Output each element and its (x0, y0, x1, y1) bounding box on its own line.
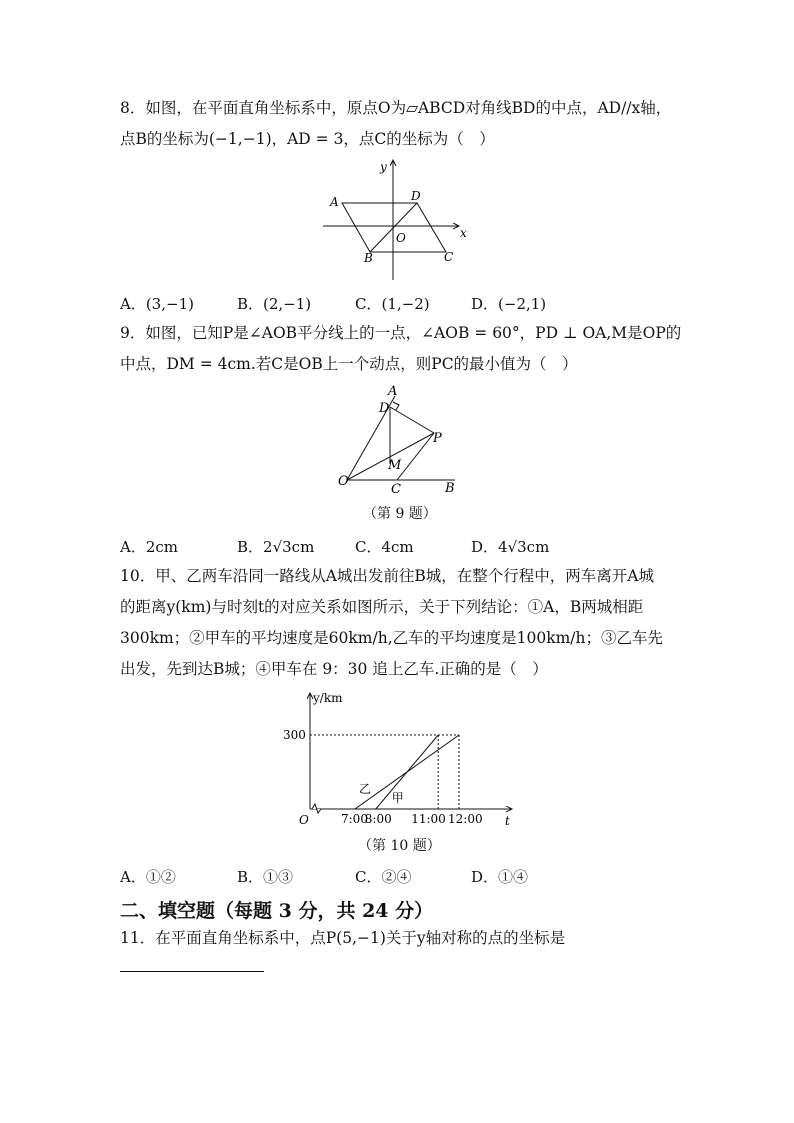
q8-option-a[interactable]: A．(3,−1) (120, 295, 194, 313)
q10-series-label-0: 乙 (359, 782, 372, 796)
q9-text-line2: 中点，DM = 4cm.若C是OB上一个动点，则PC的最小值为（ ） (120, 355, 578, 373)
q9-label-c: C (391, 482, 401, 497)
q8-label-b: B (364, 251, 373, 265)
q9-text-line1: 9．如图，已知P是∠AOB平分线上的一点，∠AOB = 60°，PD ⊥ OA,M是OP的 (120, 324, 682, 342)
q8-text-line1: 8．如图，在平面直角坐标系中，原点O为▱ABCD对角线BD的中点，AD//x轴， (120, 99, 672, 117)
q10-series-line-1 (376, 735, 438, 809)
q8-figure (318, 155, 478, 283)
q10-xtick-label-0: 7:00 (341, 812, 368, 826)
q8-label-d: D (411, 189, 421, 203)
q11-text-line1: 11．在平面直角坐标系中，点P(5,−1)关于y轴对称的点的坐标是 (120, 929, 566, 947)
q9-caption: （第 9 题） (363, 506, 437, 522)
q10-ylabel: y/km (313, 691, 343, 705)
q8-option-c[interactable]: C．(1,−2) (355, 295, 430, 313)
q8-text-line2: 点B的坐标为(−1,−1)，AD = 3，点C的坐标为（ ） (120, 130, 495, 148)
q8-label-a: A (330, 195, 339, 209)
q8-label-o: O (396, 231, 406, 245)
q10-xlabel: t (505, 814, 510, 828)
q10-text-line2: 的距离y(km)与时刻t的对应关系如图所示，关于下列结论：①A，B两城相距 (120, 598, 644, 616)
q8-label-y: y (380, 160, 387, 174)
q9-option-a[interactable]: A．2cm (120, 538, 179, 556)
q9-label-p: P (433, 431, 442, 446)
q9-option-b[interactable]: B．2√3cm (237, 538, 315, 556)
q9-label-d: D (379, 401, 390, 416)
q10-caption: （第 10 题） (358, 838, 441, 854)
q9-label-a: A (388, 384, 398, 399)
q10-xtick-label-1: 8:00 (364, 812, 392, 826)
q10-text-line1: 10．甲、乙两车沿同一路线从A城出发前往B城，在整个行程中，两车离开A城 (120, 567, 655, 585)
q8-label-c: C (444, 250, 454, 264)
q10-origin-label: O (299, 813, 309, 827)
q9-label-m: M (388, 458, 402, 473)
q10-text-line4: 出发，先到达B城；④甲车在 9：30 追上乙车.正确的是（ ） (120, 660, 548, 678)
q10-text-line3: 300km；②甲车的平均速度是60km/h,乙车的平均速度是100km/h；③乙车先 (120, 629, 664, 647)
q10-option-a[interactable]: A．①② (120, 868, 176, 886)
q10-xtick-label-3: 12:00 (448, 812, 483, 826)
q10-series-label-1: 甲 (391, 791, 404, 805)
q10-option-b[interactable]: B．①③ (237, 868, 294, 886)
q9-label-b: B (445, 481, 455, 496)
q11-answer-blank[interactable] (120, 971, 264, 972)
q10-xtick-label-2: 11:00 (411, 812, 446, 826)
q8-option-b[interactable]: B．(2,−1) (237, 295, 312, 313)
q10-chart (280, 688, 520, 830)
q9-figure (333, 382, 463, 497)
q9-option-d[interactable]: D．4√3cm (471, 538, 550, 556)
q9-option-c[interactable]: C．4cm (355, 538, 414, 556)
q8-option-d[interactable]: D．(−2,1) (471, 295, 547, 313)
q10-ytick-label-0: 300 (283, 728, 306, 742)
q8-label-x: x (460, 226, 467, 240)
section2-title: 二、填空题（每题 3 分，共 24 分） (120, 900, 434, 922)
q10-option-c[interactable]: C．②④ (355, 868, 412, 886)
q10-option-d[interactable]: D．①④ (471, 868, 529, 886)
q9-label-o: O (338, 474, 349, 489)
